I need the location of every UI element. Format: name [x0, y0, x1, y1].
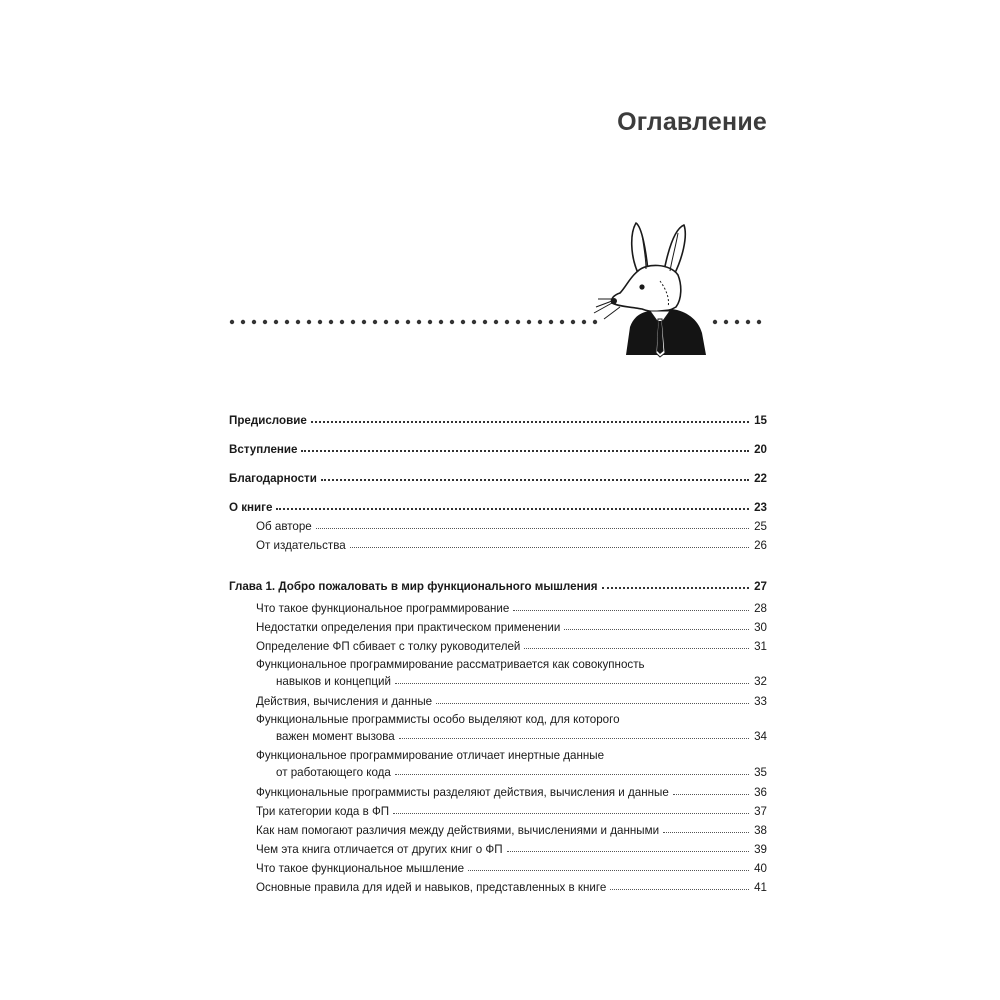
- dot-leader: [436, 699, 749, 704]
- toc-entry-item[interactable]: [229, 879, 767, 898]
- dot-leader: [507, 847, 749, 852]
- toc-entry-title: Три категории кода в ФП: [256, 805, 390, 818]
- dot-leader: [564, 625, 749, 630]
- dot-leader: [350, 543, 749, 548]
- toc-entry-page: 22: [754, 472, 767, 485]
- toc-entry-page: 38: [754, 824, 767, 837]
- toc-entry-title: от работающего кода: [276, 766, 391, 779]
- dot-leader: [276, 504, 749, 510]
- toc-entry-thanks[interactable]: [229, 470, 767, 489]
- toc-entry-page: 35: [754, 766, 767, 779]
- dot-leader: [602, 583, 750, 589]
- toc-entry-title: Что такое функциональное мышление: [256, 862, 465, 875]
- toc-entry-page: 34: [754, 730, 767, 743]
- toc-entry-item[interactable]: [229, 600, 767, 619]
- toc-entry-preface[interactable]: [229, 412, 767, 431]
- toc-entry-page: 28: [754, 602, 767, 615]
- page-title: Оглавление: [617, 108, 767, 136]
- toc-entry-chapter-1[interactable]: [229, 578, 767, 597]
- toc-entry-title: Глава 1. Добро пожаловать в мир функционального мышления: [229, 580, 598, 593]
- toc-entry-item[interactable]: [229, 638, 767, 657]
- dot-leader: [610, 885, 749, 890]
- dot-leader: [468, 866, 749, 871]
- toc-entry-title: Вступление: [229, 443, 298, 456]
- toc-entry-page: 31: [754, 640, 767, 653]
- dot-leader: [301, 446, 749, 452]
- toc-entry-title: Как нам помогают различия между действиями, вычислениями и данными: [256, 824, 660, 837]
- toc-entry-title: Чем эта книга отличается от других книг о ФП: [256, 843, 503, 856]
- dot-leader: [395, 679, 749, 684]
- toc-entry-title-line1: Функциональное программирование отличает инертные данные: [256, 749, 605, 762]
- toc-entry-item[interactable]: [229, 748, 767, 784]
- toc-entry-page: 36: [754, 786, 767, 799]
- toc-entry-page: 25: [754, 520, 767, 533]
- rabbit-mascot-illustration: [590, 215, 715, 360]
- toc-entry-title: Предисловие: [229, 414, 307, 427]
- toc-entry-title: Недостатки определения при практическом применении: [256, 621, 561, 634]
- toc-entry-page: 41: [754, 881, 767, 894]
- toc-entry-page: 15: [754, 414, 767, 427]
- toc-entry-page: 26: [754, 539, 767, 552]
- toc-entry-item[interactable]: [229, 822, 767, 841]
- toc-entry-from-publisher[interactable]: [229, 537, 767, 556]
- toc-entry-title-line1: Функциональное программирование рассматривается как совокупность: [256, 658, 645, 671]
- table-of-contents: [229, 412, 767, 898]
- dot-leader: [395, 770, 749, 775]
- toc-entry-title: Благодарности: [229, 472, 317, 485]
- toc-entry-page: 33: [754, 695, 767, 708]
- toc-entry-intro[interactable]: [229, 441, 767, 460]
- toc-entry-item[interactable]: [229, 693, 767, 712]
- toc-entry-item[interactable]: [229, 784, 767, 803]
- toc-entry-about-author[interactable]: [229, 518, 767, 537]
- dot-leader: [663, 828, 749, 833]
- toc-entry-page: 37: [754, 805, 767, 818]
- toc-entry-item[interactable]: [229, 712, 767, 748]
- toc-entry-title: От издательства: [256, 539, 346, 552]
- toc-entry-title: Определение ФП сбивает с толку руководителей: [256, 640, 521, 653]
- toc-entry-item[interactable]: [229, 657, 767, 693]
- dot-leader: [321, 475, 749, 481]
- toc-entry-page: 30: [754, 621, 767, 634]
- toc-entry-page: 39: [754, 843, 767, 856]
- dot-leader: [399, 734, 749, 739]
- toc-entry-item[interactable]: [229, 841, 767, 860]
- dot-leader: [316, 524, 749, 529]
- toc-entry-page: 20: [754, 443, 767, 456]
- toc-entry-title: Об авторе: [256, 520, 312, 533]
- toc-entry-item[interactable]: [229, 803, 767, 822]
- toc-entry-page: 40: [754, 862, 767, 875]
- toc-entry-title: навыков и концепций: [276, 675, 391, 688]
- toc-entry-title: О книге: [229, 501, 273, 514]
- dot-leader: [311, 417, 749, 423]
- toc-entry-page: 27: [754, 580, 767, 593]
- dot-leader: [393, 809, 749, 814]
- dot-leader: [513, 606, 749, 611]
- toc-entry-title: Что такое функциональное программирование: [256, 602, 510, 615]
- toc-entry-title: важен момент вызова: [276, 730, 395, 743]
- toc-entry-item[interactable]: [229, 860, 767, 879]
- toc-entry-page: 32: [754, 675, 767, 688]
- toc-entry-title: Основные правила для идей и навыков, представленных в книге: [256, 881, 607, 894]
- dot-leader: [673, 790, 749, 795]
- dot-leader: [524, 644, 749, 649]
- toc-entry-title: Функциональные программисты разделяют действия, вычисления и данные: [256, 786, 669, 799]
- toc-entry-title: Действия, вычисления и данные: [256, 695, 433, 708]
- toc-entry-page: 23: [754, 501, 767, 514]
- toc-entry-about[interactable]: [229, 499, 767, 518]
- toc-entry-title-line1: Функциональные программисты особо выделяют код, для которого: [256, 713, 620, 726]
- toc-entry-item[interactable]: [229, 619, 767, 638]
